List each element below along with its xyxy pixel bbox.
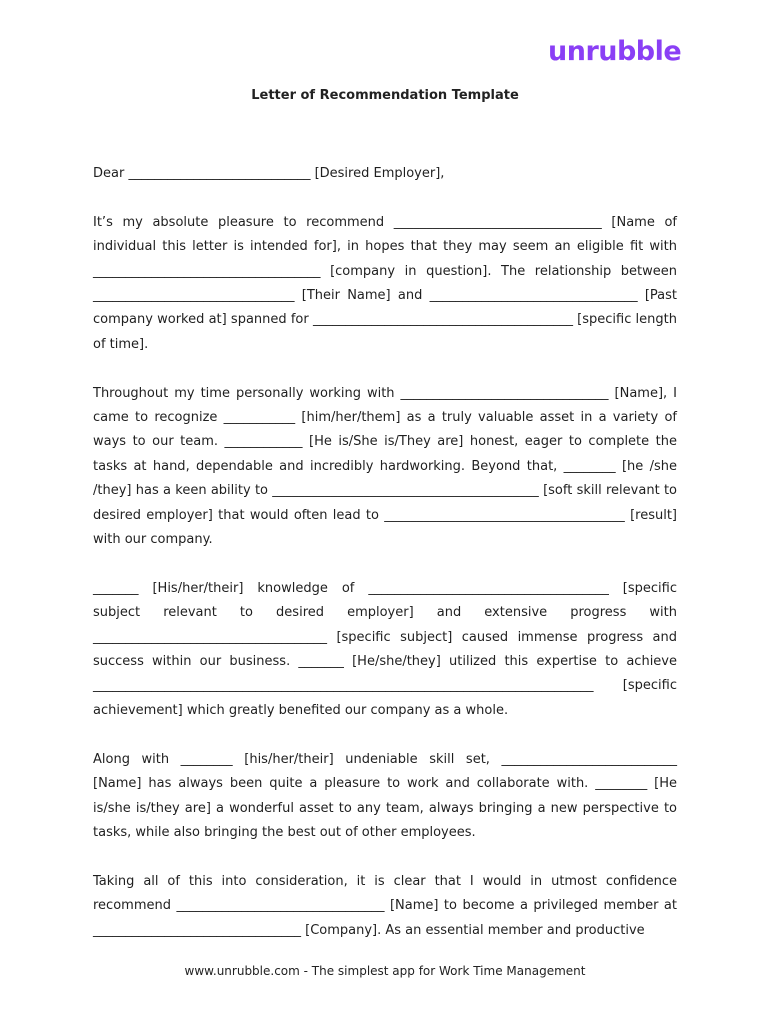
recommendation-paragraph: It’s my absolute pleasure to recommend ________________________________ [Name of individual this letter is intended for], in hopes that they may seem an eligible fit with ___________________________________ [company in question]. The relationship between _______________________________ [Their Name] and ________________________________ [Past company worked at] spanned for ________________________________________ [specific length of time].: [93, 214, 677, 352]
skill-set-paragraph: Along with ________ [his/her/their] undeniable skill set, ___________________________ [Name] has always been quite a pleasure to work and collaborate with. ________ [He is/she is/they are] a wonderful asset to any team, always bringing a new perspective to tasks, while also bringing the best out of other employees.: [93, 751, 677, 840]
unrubble-logo: unrubble: [548, 36, 682, 67]
letter-body: [93, 162, 677, 967]
working-experience-paragraph: Throughout my time personally working with ________________________________ [Name], I came to recognize ___________ [him/her/them] as a truly valuable asset in a variety of ways to our team. ____________ [He is/She is/They are] honest, eager to complete the tasks at hand, dependable and incredibly hardworking. Beyond that, ________ [he /she /they] has a keen ability to _________________________________________ [soft skill relevant to desired employer] that would often lead to _____________________________________ [result] with our company.: [93, 385, 677, 548]
knowledge-paragraph: _______ [His/her/their] knowledge of _____________________________________ [specific subject relevant to desired employer] and extensive progress with ____________________________________ [specific subject] caused immense progress and success within our business. _______ [He/she/they] utilized this expertise to achieve _____________________________________________________________________________ [specific achievement] which greatly benefited our company as a whole.: [93, 580, 677, 718]
document-title: Letter of Recommendation Template: [251, 88, 519, 103]
page-footer: www.unrubble.com - The simplest app for Work Time Management: [184, 964, 586, 978]
salutation-paragraph: Dear ____________________________ [Desired Employer],: [93, 166, 445, 181]
conclusion-paragraph: Taking all of this into consideration, it is clear that I would in utmost confidence recommend ________________________________ [Name] to become a privileged member at ________________________________ [Company]. As an essential member and productive: [93, 873, 677, 938]
